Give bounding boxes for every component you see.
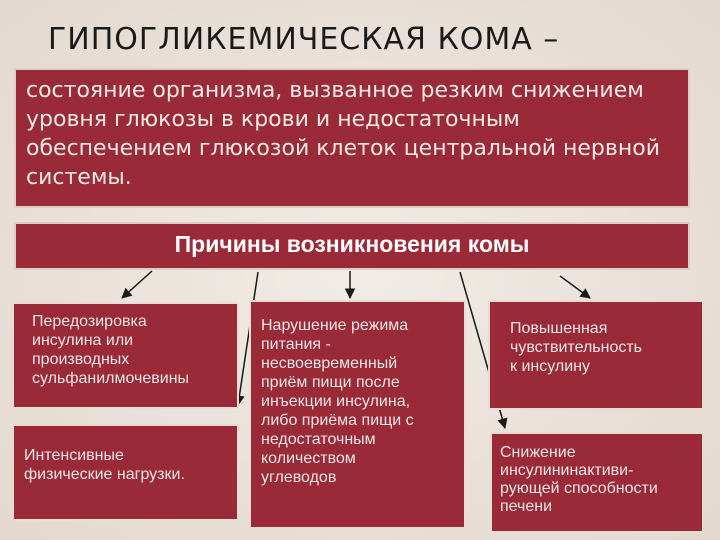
cause-physical-load: Интенсивные физические нагрузки. <box>12 424 239 521</box>
arrow-to-cause-4 <box>560 276 590 298</box>
cause-diet-violation: Нарушение режима питания - несвоевременный приём пищи после инъекции инсулина, либо приёма пищи с недостаточным количеством углеводов <box>249 300 466 529</box>
cause-insulin-sensitivity: Повышенная чувствительность к инсулину <box>488 300 704 410</box>
causes-header: Причины возникновения комы <box>14 222 690 270</box>
slide-title: ГИПОГЛИКЕМИЧЕСКАЯ КОМА – <box>48 22 560 57</box>
definition-box: состояние организма, вызванное резким снижением уровня глюкозы в крови и недостаточным обеспечением глюкозой клеток центральной нервной системы. <box>14 68 690 208</box>
cause-liver-function: Снижение инсулининактиви- рующей способности печени <box>490 432 704 533</box>
arrow-to-cause-1 <box>122 271 152 298</box>
cause-overdose: Передозировка инсулина или производных сульфанилмочевины <box>12 302 239 409</box>
